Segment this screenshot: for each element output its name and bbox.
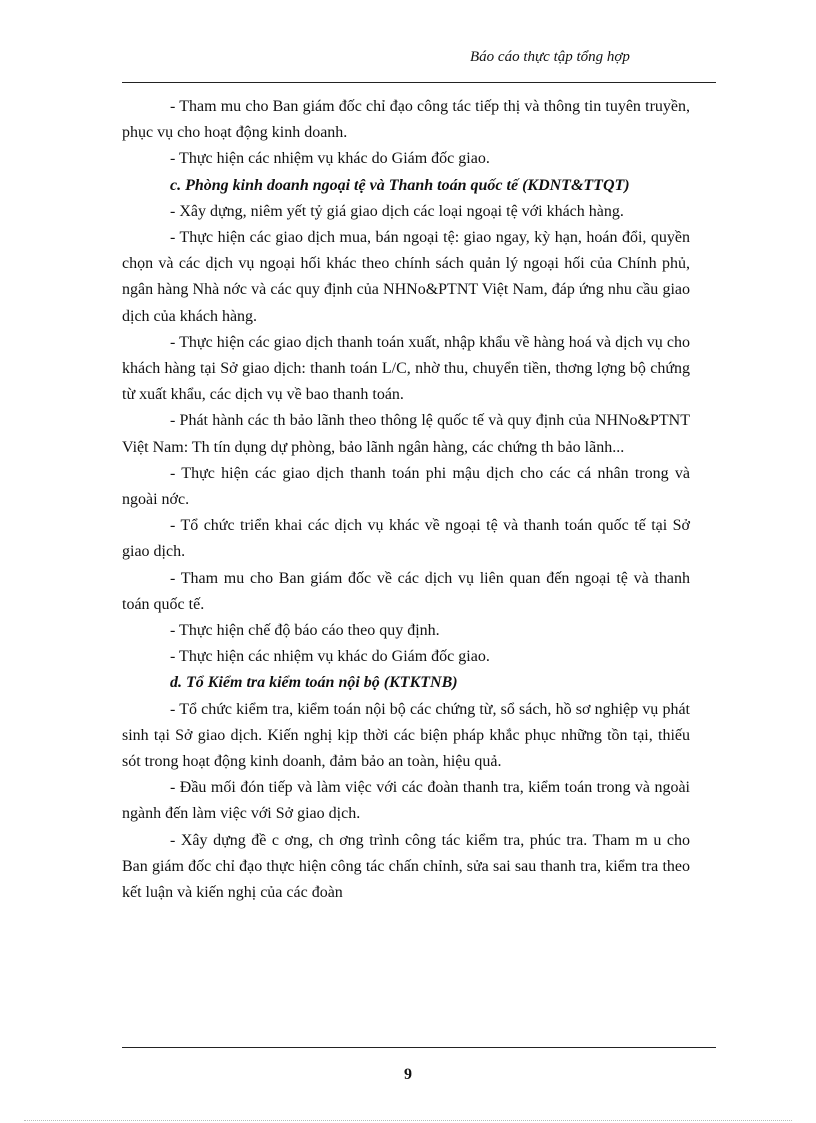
- paragraph: - Tham mu cho Ban giám đốc chỉ đạo công tác tiếp thị và thông tin tuyên truyền, phục vụ cho hoạt động kinh doanh.: [122, 98, 690, 142]
- paragraph: - Tham mu cho Ban giám đốc về các dịch vụ liên quan đến ngoại tệ và thanh toán quốc tế.: [122, 569, 690, 613]
- paragraph: - Thực hiện chế độ báo cáo theo quy định.: [170, 622, 440, 640]
- paragraph: - Thực hiện các giao dịch thanh toán xuất, nhập khẩu về hàng hoá và dịch vụ cho khách hàng tại Sở giao dịch: thanh toán L/C, nhờ thu, chuyển tiền, thơng lợng bộ chứng từ xuất khẩu, các dịch vụ về bao thanh toán.: [122, 333, 690, 404]
- paragraph: - Thực hiện các giao dịch mua, bán ngoại tệ: giao ngay, kỳ hạn, hoán đổi, quyền chọn và các dịch vụ ngoại hối khác theo chính sách quản lý ngoại hối của Chính phủ, ngân hàng Nhà nớc và các quy định của NHNo&PTNT Việt Nam, đáp ứng nhu cầu giao dịch của khách hàng.: [122, 229, 690, 325]
- paragraph: - Xây dựng đề c ơng, ch ơng trình công tác kiểm tra, phúc tra. Tham m u cho Ban giám đốc chỉ đạo thực hiện công tác chấn chỉnh, sửa sai sau thanh tra, kiểm tra theo kết luận và kiến nghị của các đoàn: [122, 831, 690, 902]
- page-number: 9: [404, 1066, 412, 1083]
- paragraph: - Tổ chức triển khai các dịch vụ khác về ngoại tệ và thanh toán quốc tế tại Sở giao dịch.: [122, 517, 690, 561]
- paragraph: - Thực hiện các giao dịch thanh toán phi mậu dịch cho các cá nhân trong và ngoài nớc.: [122, 464, 690, 509]
- paragraph: - Xây dựng, niêm yết tỷ giá giao dịch các loại ngoại tệ với khách hàng.: [170, 202, 624, 220]
- section-heading: c. Phòng kinh doanh ngoại tệ và Thanh toán quốc tế (KDNT&TTQT): [170, 176, 630, 194]
- paragraph: - Thực hiện các nhiệm vụ khác do Giám đốc giao.: [170, 648, 490, 666]
- page-edge-dotted-line: [24, 1120, 792, 1121]
- running-header: Báo cáo thực tập tổng hợp: [470, 49, 630, 65]
- paragraph: - Thực hiện các nhiệm vụ khác do Giám đốc giao.: [170, 150, 490, 168]
- section-heading: d. Tổ Kiểm tra kiểm toán nội bộ (KTKTNB): [170, 674, 458, 692]
- document-body: [122, 94, 690, 906]
- footer-rule: [122, 1047, 716, 1048]
- paragraph: - Tổ chức kiểm tra, kiểm toán nội bộ các chứng từ, sổ sách, hồ sơ nghiệp vụ phát sinh tại Sở giao dịch. Kiến nghị kịp thời các biện pháp khắc phục những tồn tại, thiếu sót trong hoạt động kinh doanh, đảm bảo an toàn, hiệu quả.: [122, 700, 690, 771]
- paragraph: - Đầu mối đón tiếp và làm việc với các đoàn thanh tra, kiểm toán trong và ngoài ngành đến làm việc với Sở giao dịch.: [122, 779, 690, 823]
- paragraph: - Phát hành các th bảo lãnh theo thông lệ quốc tế và quy định của NHNo&PTNT Việt Nam: Th tín dụng dự phòng, bảo lãnh ngân hàng, các chứng th bảo lãnh...: [122, 412, 690, 456]
- header-rule: [122, 82, 716, 83]
